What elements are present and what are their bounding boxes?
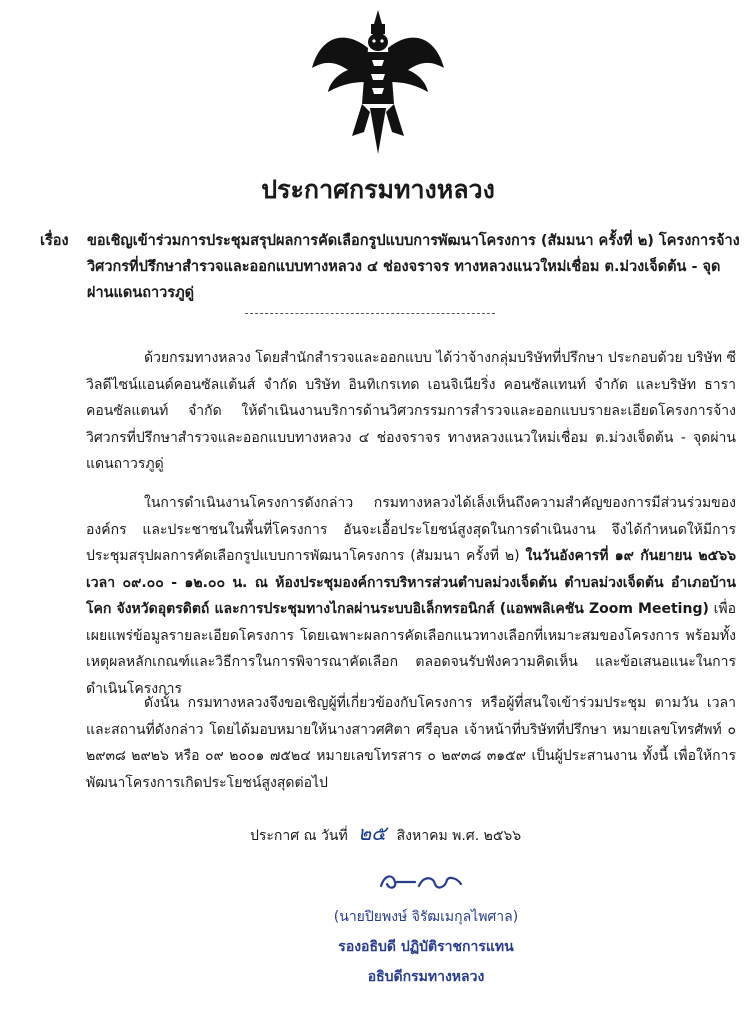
signer-office: อธิบดีกรมทางหลวง [367, 969, 485, 985]
paragraph-2-text-b: ในวันอังคารที่ ๑๙ กันยายน ๒๕๖๖ เวลา ๐๙.๐๐ - ๑๒.๐๐ น. ณ ห้องประชุมองค์การบริหารส่วนตำบลม่วงเจ็ดต้น ตำบลม่วงเจ็ดต้น อำเภอบ้านโคก จังหวัดอุตรดิตถ์ และการประชุมทางไกลผ่านระบบอิเล็กทรอนิกส์ (แอพพลิเคชัน Zoom Meeting) [86, 548, 736, 617]
subject-block [40, 228, 740, 306]
paragraph-2-text-c: เพื่อเผยแพร่ข้อมูลรายละเอียดโครงการ โดยเฉพาะผลการคัดเลือกแนวทางเลือกที่เหมาะสมของโครงการ พร้อมทั้งเหตุผลหลักเกณฑ์และวิธีการในการพิจารณาคัดเลือก ตลอดจนรับฟังความคิดเห็น และข้อเสนอแนะในการดำเนินโครงการ [86, 601, 736, 697]
paragraph-2-text-a: ในการดำเนินงานโครงการดังกล่าว กรมทางหลวงได้เล็งเห็นถึงความสำคัญของการมีส่วนร่วมขององค์กร และประชาชนในพื้นที่โครงการ อันจะเอื้อประโยชน์สูงสุดในการดำเนินงาน จึงได้กำหนดให้มีการประชุมสรุปผลการคัดเลือกรูปแบบการพัฒนาโครงการ (สัมมนา ครั้งที่ ๒) [86, 495, 736, 564]
paragraph-1-text: ด้วยกรมทางหลวง โดยสำนักสำรวจและออกแบบ ได้ว่าจ้างกลุ่มบริษัทที่ปรึกษา ประกอบด้วย บริษัท ซีวิลดีไซน์แอนด์คอนซัลแต้นส์ จำกัด บริษัท อินทิเกรเทด เอนจิเนียริ่ง คอนซัลแทนท์ จำกัด และบริษัท ธารา คอนซัลแตนท์ จำกัด ให้ดำเนินงานบริการด้านวิศวกรรมการสำรวจและออกแบบรายละเอียดโครงการจ้างวิศวกรที่ปรึกษาสำรวจและออกแบบทางหลวง ๔ ช่องจราจร ทางหลวงแนวใหม่เชื่อม ต.ม่วงเจ็ดต้น - จุดผ่านแดนถาวรภูดู่ [86, 350, 736, 472]
paragraph-3-text: ดังนั้น กรมทางหลวงจึงขอเชิญผู้ที่เกี่ยวข้องกับโครงการ หรือผู้ที่สนใจเข้าร่วมประชุม ตามวัน เวลา และสถานที่ดังกล่าว โดยได้มอบหมายให้นางสาวศศิตา ศรีอุบล เจ้าหน้าที่บริษัทที่ปรึกษา หมายเลขโทรศัพท์ ๐ ๒๙๓๘ ๒๙๒๖ หรือ ๐๙ ๒๐๐๑ ๗๕๒๔ หมายเลขโทรสาร ๐ ๒๙๓๘ ๓๑๕๙ เป็นผู้ประสานงาน ทั้งนี้ เพื่อให้การพัฒนาโครงการเกิดประโยชน์สูงสุดต่อไป [86, 695, 736, 791]
paragraph-2 [86, 490, 736, 702]
subject-label: เรื่อง [40, 233, 69, 249]
handwritten-signature [375, 868, 470, 896]
paragraph-1 [86, 345, 736, 478]
dateline [250, 817, 521, 849]
signer-position: รองอธิบดี ปฏิบัติราชการแทน [338, 939, 514, 955]
subject-text: ขอเชิญเข้าร่วมการประชุมสรุปผลการคัดเลือกรูปแบบการพัฒนาโครงการ (สัมมนา ครั้งที่ ๒) โครงการจ้างวิศวกรที่ปรึกษาสำรวจและออกแบบทางหลวง ๔ ช่องจราจร ทางหลวงแนวใหม่เชื่อม ต.ม่วงเจ็ดต้น - จุดผ่านแดนถาวรภูดู่ [87, 233, 740, 301]
paragraph-3 [86, 690, 736, 796]
page-title: ประกาศกรมทางหลวง [261, 175, 495, 204]
dateline-prefix: ประกาศ ณ วันที่ [250, 828, 348, 844]
signer-name: (นายปิยพงษ์ จิรัฒเมกุลไพศาล) [333, 909, 519, 925]
garuda-emblem [308, 8, 448, 158]
divider [245, 313, 495, 314]
dateline-day: ๒๕ [357, 821, 387, 845]
dateline-suffix: สิงหาคม พ.ศ. ๒๕๖๖ [396, 828, 522, 844]
